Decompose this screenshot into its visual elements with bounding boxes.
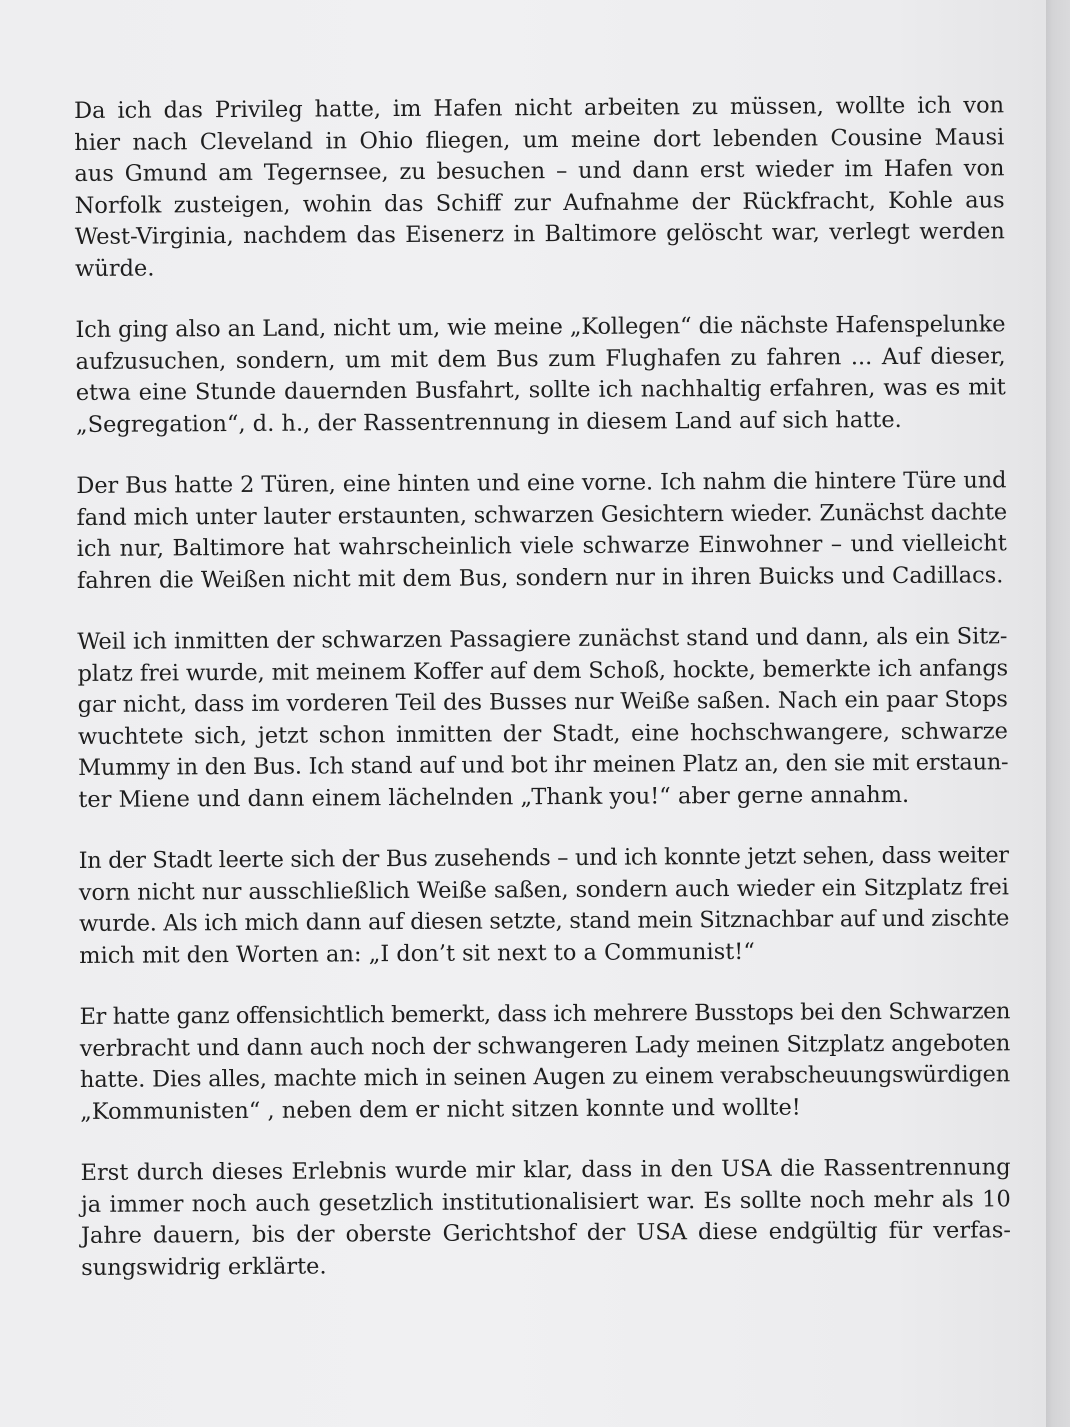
paragraph-5 — [79, 840, 1010, 972]
text-line: Er hatte ganz offensichtlich bemerkt, dass ich mehrere Busstops bei den Schwarzen — [79, 998, 1011, 1030]
text-line: platz frei wurde, mit meinem Koffer auf dem Schoß, hockte, bemerkte ich anfangs — [77, 654, 1009, 687]
text-line: wurde. Als ich mich dann auf diesen setzte, stand mein Sitznachbar auf und zischte — [78, 905, 1010, 937]
text-line: aufzusuchen, sondern, um mit dem Bus zum Flughafen zu fahren ... Auf dieser, — [75, 342, 1006, 375]
text-line: fand mich unter lauter erstaunten, schwarzen Gesichtern wieder. Zunächst dachte — [76, 498, 1008, 531]
text-line: würde. — [74, 255, 155, 282]
text-line: Mummy in den Bus. Ich stand auf und bot ihr meinen Platz an, den sie mit erstaun- — [78, 749, 1009, 781]
text-line: Der Bus hatte 2 Türen, eine hinten und eine vorne. Ich nahm die hintere Türe und — [76, 467, 1007, 499]
page-edge — [1046, 0, 1070, 1427]
text-line: ter Miene und dann einem lächelnden „Thank you!“ aber gerne annahm. — [78, 781, 910, 813]
text-line: etwa eine Stunde dauernden Busfahrt, sollte ich nachhaltig erfahren, was es mit — [75, 374, 1006, 406]
paragraph-1 — [74, 90, 1005, 285]
paragraph-3 — [76, 465, 1007, 597]
text-line: vorn nicht nur ausschließlich Weiße saßen, sondern auch wieder ein Sitzplatz frei — [78, 873, 1009, 906]
page-text — [74, 90, 1011, 1314]
paragraph-7 — [80, 1152, 1011, 1284]
text-line: Weil ich inmitten der schwarzen Passagiere zunächst stand und dann, als ein Sitz- — [77, 623, 1008, 655]
paragraph-6 — [80, 996, 1011, 1128]
text-line: gar nicht, dass im vorderen Teil des Busses nur Weiße saßen. Nach ein paar Stops — [77, 686, 1008, 718]
text-line: verbracht und dann auch noch der schwangeren Lady meinen Sitzplatz angeboten — [79, 1029, 1011, 1062]
text-line: mich mit den Worten an: „I don’t sit next to a Communist!“ — [79, 938, 755, 969]
text-line: „Segregation“, d. h., der Rassentrennung in diesem Land auf sich hatte. — [75, 406, 902, 438]
text-line: In der Stadt leerte sich der Bus zusehends – und ich konnte jetzt sehen, dass weiter — [78, 842, 1009, 874]
text-line: „Kommunisten“ , neben dem er nicht sitzen konnte und wollte! — [80, 1094, 801, 1125]
text-line: Ich ging also an Land, nicht um, wie meine „Kollegen“ die nächste Hafenspelunke — [75, 311, 1006, 343]
paragraph-4 — [77, 621, 1008, 816]
text-line: Jahre dauern, bis der oberste Gerichtshof der USA diese endgültig für verfas- — [80, 1217, 1012, 1249]
text-line: sungswidrig erklärte. — [81, 1252, 327, 1281]
text-line: Norfolk zusteigen, wohin das Schiff zur Aufnahme der Rückfracht, Kohle aus — [74, 186, 1005, 219]
text-line: Erst durch dieses Erlebnis wurde mir klar, dass in den USA die Rassentrennung — [80, 1154, 1011, 1186]
paragraph-2 — [75, 309, 1006, 441]
text-line: ja immer noch auch gesetzlich institutionalisiert war. Es sollte noch mehr als 10 — [80, 1185, 1011, 1218]
text-line: wuchtete sich, jetzt schon inmitten der Stadt, eine hochschwangere, schwarze — [77, 717, 1008, 750]
text-line: hier nach Cleveland in Ohio fliegen, um meine dort lebenden Cousine Mausi — [74, 123, 1005, 156]
text-line: aus Gmund am Tegernsee, zu besuchen – und dann erst wieder im Hafen von — [74, 155, 1005, 187]
text-line: Da ich das Privileg hatte, im Hafen nicht arbeiten zu müssen, wollte ich von — [74, 92, 1005, 124]
text-line: fahren die Weißen nicht mit dem Bus, sondern nur in ihren Buicks und Cadillacs. — [76, 561, 1004, 594]
text-line: West-Virginia, nachdem das Eisenerz in Baltimore gelöscht war, verlegt werden — [74, 218, 1005, 250]
text-line: hatte. Dies alles, machte mich in seinen Augen zu einem verabscheuungswürdigen — [79, 1061, 1011, 1093]
text-line: ich nur, Baltimore hat wahrscheinlich viele schwarze Einwohner – und vielleicht — [76, 530, 1007, 562]
